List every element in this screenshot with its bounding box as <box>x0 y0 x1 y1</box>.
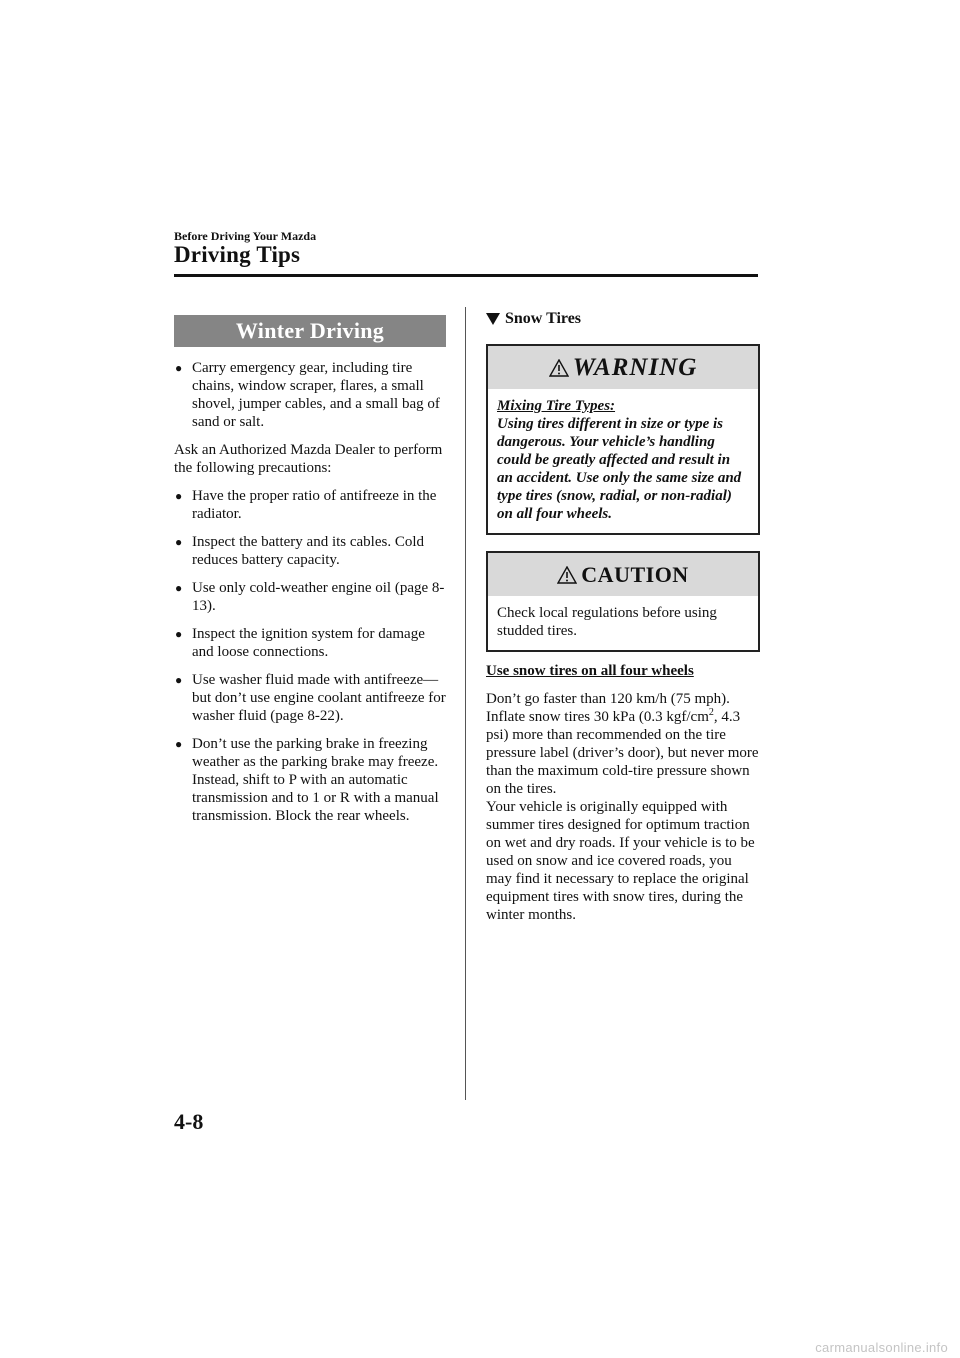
caution-box <box>486 551 760 652</box>
list-item: ● Use washer fluid made with antifreeze—but don’t use engine coolant antifreeze for washer fluid (page 8-22). <box>175 672 446 724</box>
list-item: ● Carry emergency gear, including tire chains, window scraper, flares, a small shovel, jumper cables, and a small bag of sand or salt. <box>175 360 440 430</box>
warning-title: WARNING <box>572 353 698 381</box>
triangle-down-icon <box>486 313 500 325</box>
list-item: ● Use only cold-weather engine oil (page 8-13). <box>175 580 445 614</box>
left-column <box>174 315 446 825</box>
warning-text: Using tires different in size or type is dangerous. Your vehicle’s handling could be greatly affected and result in an accident. Use only the same size and type tires (snow, radial, or non-radial) on all four wheels. <box>497 416 742 522</box>
bullet-icon: ● <box>175 627 183 641</box>
caution-text: Check local regulations before using studded tires. <box>497 605 717 639</box>
list-item: ● Have the proper ratio of antifreeze in the radiator. <box>175 488 437 522</box>
watermark: carmanualsonline.info <box>815 1340 948 1355</box>
winter-driving-banner: Winter Driving <box>174 315 446 347</box>
warning-lead: Mixing Tire Types: <box>497 398 616 414</box>
list-item: ● Inspect the battery and its cables. Cold reduces battery capacity. <box>175 534 425 568</box>
column-divider <box>465 307 466 1100</box>
page-number: 4-8 <box>174 1109 204 1134</box>
bullet-icon: ● <box>175 535 183 549</box>
list-item: ● Don’t use the parking brake in freezing weather as the parking brake may freeze. Instead, shift to P with an automatic transmission and to 1 or R with a manual transmission. Block the rear wheels. <box>175 736 439 824</box>
list-item: ● Inspect the ignition system for damage and loose connections. <box>175 626 425 660</box>
section-label: Before Driving Your Mazda <box>174 229 317 243</box>
snow-tires-heading: Snow Tires <box>486 310 760 328</box>
warning-header <box>488 346 758 389</box>
equipment-paragraph: Your vehicle is originally equipped with summer tires designed for optimum traction on wet and dry roads. If your vehicle is to be used on snow and ice covered roads, you may find it necessary to replace the original equipment tires with snow tires, during the winter months. <box>486 799 755 923</box>
header-rule <box>174 274 758 277</box>
caution-title: CAUTION <box>581 561 689 587</box>
alert-triangle-icon <box>557 566 577 584</box>
bullet-icon: ● <box>175 673 183 687</box>
right-column <box>486 310 760 924</box>
bullet-icon: ● <box>175 361 183 375</box>
page-title: Driving Tips <box>174 242 301 267</box>
warning-body <box>488 389 758 533</box>
alert-triangle-icon <box>549 359 569 377</box>
warning-box <box>486 344 760 535</box>
bullet-icon: ● <box>175 737 183 751</box>
bullet-icon: ● <box>175 581 183 595</box>
caution-header <box>488 553 758 596</box>
bullet-icon: ● <box>175 489 183 503</box>
speed-paragraph: Don’t go faster than 120 km/h (75 mph). Inflate snow tires 30 kPa (0.3 kgf/$cm^2$, 4.3 psi) more than recommended on the tire pressure label (driver’s door), but never more than the maximum cold-tire pressure shown on the tires. <box>486 691 759 797</box>
caution-body <box>488 596 758 650</box>
use-snow-tires-heading: Use snow tires on all four wheels <box>486 663 694 679</box>
intro-paragraph: Ask an Authorized Mazda Dealer to perform the following precautions: <box>174 442 443 476</box>
